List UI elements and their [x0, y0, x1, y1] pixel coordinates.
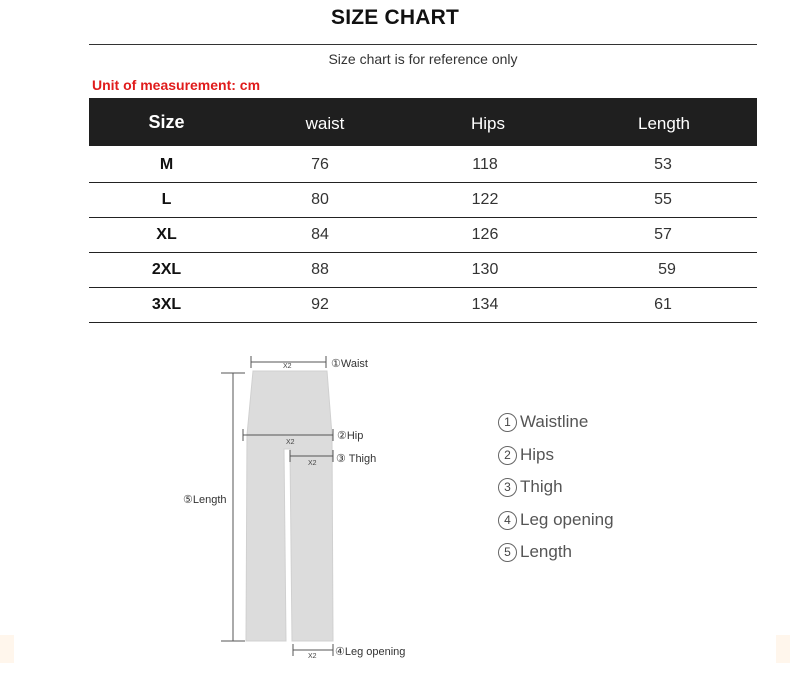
legend-label: Hips: [520, 444, 555, 464]
circled-number-icon: 4: [498, 511, 517, 530]
header-hips: Hips: [470, 114, 505, 133]
cell-waist: 76: [311, 156, 329, 173]
legend-item-hips: [498, 445, 614, 478]
waist-x2-label: X2: [283, 363, 292, 370]
thigh-label: ③ Thigh: [336, 453, 377, 465]
hip-x2-label: X2: [286, 439, 295, 446]
legend-item-leg-opening: [498, 510, 614, 543]
cell-size: XL: [156, 226, 177, 243]
cell-waist: 80: [311, 191, 329, 208]
cell-size: L: [161, 191, 172, 208]
table-row: [89, 217, 757, 253]
cell-waist: 84: [311, 226, 329, 243]
legend-label: Length: [520, 542, 572, 561]
length-measure: [221, 373, 245, 641]
cell-size: 3XL: [151, 296, 182, 313]
unit-label: Unit of measurement: cm: [92, 77, 261, 93]
legend-item-length: [498, 542, 614, 575]
waist-label: ①Waist: [331, 358, 368, 370]
leg-opening-label: ④Leg opening: [335, 646, 406, 658]
cell-hips: 130: [471, 261, 499, 278]
legend-item-waistline: [498, 412, 614, 445]
table-row: [89, 252, 757, 288]
circled-number-icon: 2: [498, 446, 517, 465]
legend-label: Thigh: [520, 477, 563, 496]
header-waist: waist: [305, 114, 345, 133]
right-edge-tint: [776, 635, 790, 663]
table-header: [89, 98, 757, 146]
hip-label: ②Hip: [337, 430, 364, 442]
table-row: [89, 182, 757, 218]
cell-length: 61: [654, 296, 672, 313]
thigh-x2-label: X2: [308, 460, 317, 467]
legend-label: Leg opening: [520, 509, 614, 529]
header-length: Length: [638, 114, 690, 133]
page-title: SIZE CHART: [331, 6, 459, 29]
table-row: [89, 287, 757, 323]
title-divider: [89, 44, 757, 45]
cell-length: 53: [654, 156, 672, 173]
cell-waist: 92: [311, 296, 329, 313]
cell-hips: 126: [471, 226, 499, 243]
cell-size: M: [159, 156, 174, 173]
header-size: Size: [148, 112, 185, 132]
leg-opening-x2-label: X2: [308, 653, 317, 660]
pants-silhouette: [246, 371, 333, 641]
cell-length: 55: [654, 191, 672, 208]
left-edge-tint: [0, 635, 14, 663]
legend-item-thigh: [498, 477, 614, 510]
circled-number-icon: 3: [498, 478, 517, 497]
cell-size: 2XL: [151, 261, 182, 278]
cell-length: 57: [654, 226, 672, 243]
cell-hips: 134: [471, 296, 499, 313]
reference-note: Size chart is for reference only: [328, 51, 518, 67]
cell-hips: 122: [471, 191, 499, 208]
circled-number-icon: 1: [498, 413, 517, 432]
cell-waist: 88: [311, 261, 329, 278]
circled-number-icon: 5: [498, 543, 517, 562]
length-label: ⑤Length: [183, 494, 227, 506]
cell-length: 59: [658, 261, 676, 278]
table-row: [89, 147, 757, 183]
cell-hips: 118: [472, 156, 498, 173]
legend-label: Waistline: [520, 412, 589, 431]
pants-measurement-diagram: [170, 345, 430, 670]
measurement-legend: [498, 412, 614, 575]
